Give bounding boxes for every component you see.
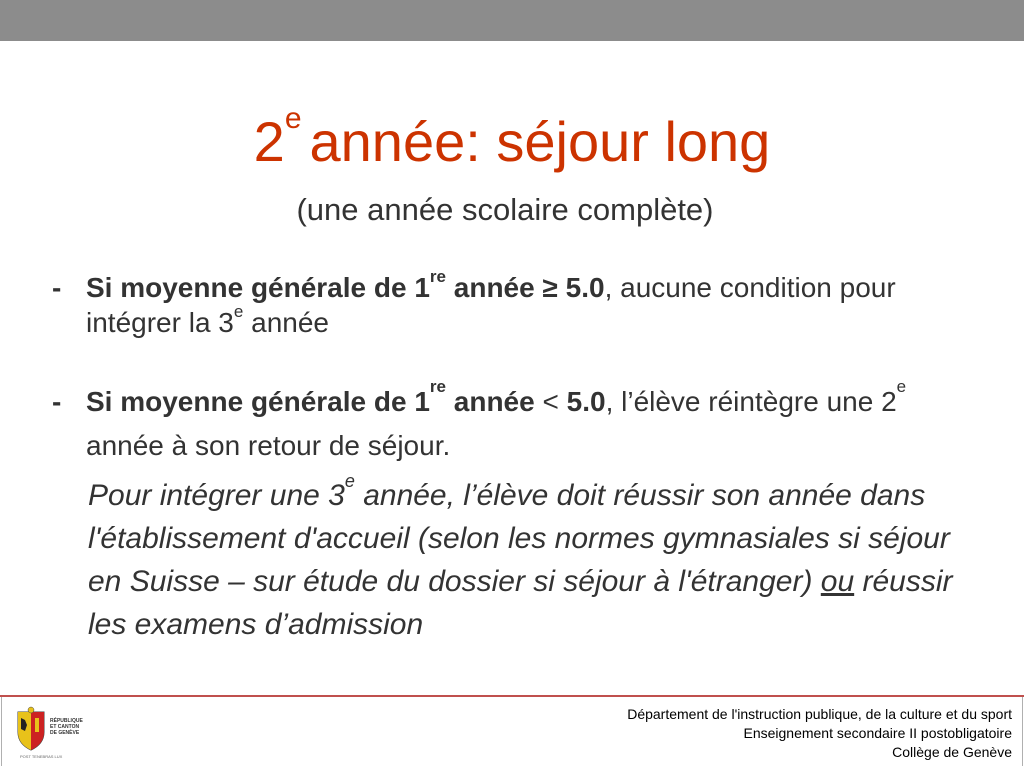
bullet-rest-text: , l’élève réintègre une 2 [605, 386, 897, 417]
note-sup: e [344, 471, 355, 491]
bullet-item-2 [52, 377, 952, 468]
geneva-coat-of-arms-icon [14, 706, 48, 752]
title-number: 2 [253, 110, 285, 173]
bullet-item-1 [52, 267, 952, 340]
admission-note [88, 471, 968, 646]
logo-motto: POST TENEBRAS LUX [20, 754, 63, 759]
bullet-bold-sup: re [429, 267, 446, 286]
top-bar [0, 0, 1024, 41]
title-text: année: séjour long [309, 110, 771, 173]
bullet-rest-text: , aucune condition pour intégrer la 3 [86, 272, 896, 338]
logo-text-line: DE GENÈVE [50, 730, 80, 736]
footer-text [627, 705, 1012, 762]
bullet-rest-sup: e [896, 377, 907, 396]
bullet-rest-text: année à son retour de séjour. [86, 430, 451, 461]
slide-subtitle: (une année scolaire complète) [296, 192, 714, 227]
bullet-bold-text: année [446, 386, 535, 417]
bullet-dash: - [52, 272, 62, 303]
slide-title [0, 102, 1024, 176]
bullet-text [86, 377, 952, 468]
bullet-rest-text: année [243, 307, 329, 338]
note-text: Pour intégrer une 3 [88, 479, 345, 512]
bullet-bold-text: Si moyenne générale de 1 [86, 272, 430, 303]
footer-department: Département de l'instruction publique, de la culture et du sport [627, 706, 1012, 722]
bullet-bold-text: année ≥ 5.0 [446, 272, 605, 303]
title-superscript: e [284, 102, 302, 135]
bullet-bold-text: Si moyenne générale de 1 [86, 386, 430, 417]
bullet-bold-text: 5.0 [566, 386, 606, 417]
note-underlined: ou [820, 565, 855, 598]
logo-text-line: RÉPUBLIQUE [50, 718, 83, 724]
note-text: année, l’élève doit réussir son année dans l'établissement d'accueil (selon les normes gymnasiales si séjour en Suisse – sur étude du dossier si séjour à l'étranger) [88, 479, 950, 598]
bullet-less-than: < [534, 386, 567, 417]
logo-text-line: ET CANTON [50, 724, 80, 730]
bullet-dash: - [52, 386, 62, 417]
bullet-rest-sup: e [233, 302, 244, 321]
footer-school: Collège de Genève [892, 744, 1012, 760]
geneva-logo [14, 706, 84, 760]
note-text: réussir les examens d’admission [88, 565, 953, 641]
bullet-bold-sup: re [429, 377, 446, 396]
footer-section: Enseignement secondaire II postobligatoire [743, 725, 1012, 741]
bullet-text [86, 267, 952, 340]
logo-text [50, 718, 83, 736]
